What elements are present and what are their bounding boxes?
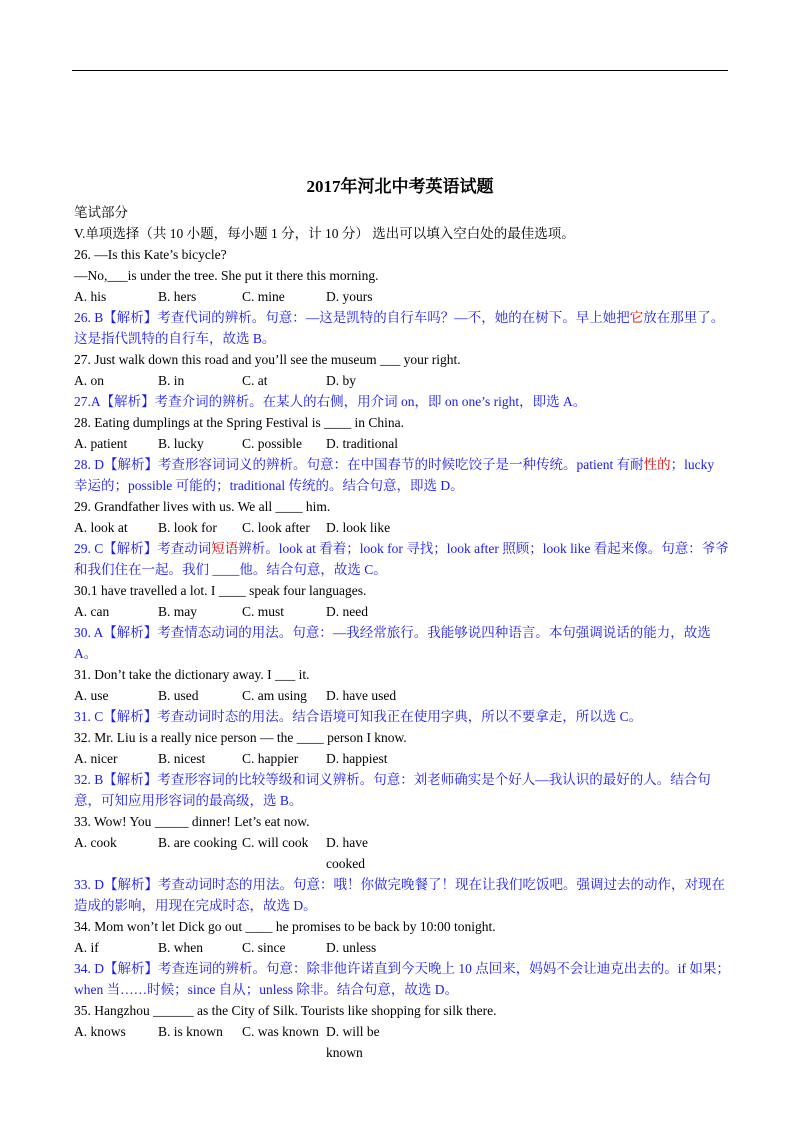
option-b: B. are cooking	[158, 835, 238, 850]
question-stem: 30.1 have travelled a lot. I ____ speak four languages.	[74, 583, 367, 598]
answer-options	[74, 832, 730, 874]
option-a: A. knows	[74, 1024, 126, 1039]
explanation-text: 31. C【解析】考查动词时态的用法。结合语境可知我正在使用字典，所以不要拿走，所以选 C。	[74, 709, 643, 724]
answer-explanation	[74, 391, 730, 412]
option-c: C. was known	[242, 1024, 319, 1039]
option-d: D. will be known	[326, 1024, 380, 1060]
answer-options	[74, 370, 730, 391]
option-b: B. in	[158, 373, 185, 388]
option-b: B. when	[158, 940, 203, 955]
question-stem: 27. Just walk down this road and you’ll see the museum ___ your right.	[74, 352, 461, 367]
option-a: A. cook	[74, 835, 117, 850]
option-d: D. have cooked	[326, 835, 368, 871]
answer-explanation	[74, 454, 730, 496]
answer-options	[74, 601, 730, 622]
answer-options	[74, 433, 730, 454]
option-b: B. look for	[158, 520, 217, 535]
instruction-text: V.单项选择（共 10 小题，每小题 1 分，计 10 分） 选出可以填入空白处的最佳选项。	[74, 226, 575, 241]
option-d: D. have used	[326, 688, 397, 703]
question-stem: —No,___is under the tree. She put it there this morning.	[74, 268, 379, 283]
explanation-text: 30. A【解析】考查情态动词的用法。句意：—我经常旅行。我能够说四种语言。本句强调说话的能力，故选 A。	[74, 625, 711, 661]
highlighted-text: 性的	[643, 457, 671, 472]
option-d: D. look like	[326, 520, 391, 535]
answer-explanation	[74, 874, 730, 916]
explanation-text: 27.A【解析】考查介词的辨析。在某人的右侧，用介词 on，即 on one’s right，即选 A。	[74, 394, 587, 409]
document-body	[74, 202, 730, 1063]
question-block	[74, 1000, 730, 1063]
explanation-text: 34. D【解析】考查连词的辨析。句意：除非他许诺直到今天晚上 10 点回来，妈妈不会让迪克出去的。if 如果；when 当……时候；since 自从；unless 除非。结合句意，故选 D。	[74, 961, 730, 997]
option-d: D. yours	[326, 289, 373, 304]
explanation-text: 放在那里了。这是指代凯特的自行车，故选 B。	[74, 310, 725, 346]
question-block	[74, 727, 730, 811]
option-b: B. may	[158, 604, 197, 619]
question-stem: 28. Eating dumplings at the Spring Festival is ____ in China.	[74, 415, 404, 430]
option-b: B. is known	[158, 1024, 223, 1039]
question-stem: 26. —Is this Kate’s bicycle?	[74, 247, 227, 262]
explanation-text: 26. B【解析】考查代词的辨析。句意：—这是凯特的自行车吗？—不，她的在树下。早上她把	[74, 310, 630, 325]
question-block	[74, 580, 730, 664]
question-block	[74, 244, 730, 349]
option-b: B. hers	[158, 289, 197, 304]
answer-explanation	[74, 538, 730, 580]
option-d: D. unless	[326, 940, 377, 955]
option-c: C. will cook	[242, 835, 309, 850]
option-c: C. mine	[242, 289, 285, 304]
question-stem: 33. Wow! You _____ dinner! Let’s eat now.	[74, 814, 310, 829]
question-stem: 31. Don’t take the dictionary away. I ___ it.	[74, 667, 310, 682]
explanation-text: 28. D【解析】考查形容词词义的辨析。句意：在中国春节的时候吃饺子是一种传统。patient 有耐	[74, 457, 644, 472]
option-b: B. lucky	[158, 436, 204, 451]
answer-options	[74, 286, 730, 307]
question-block	[74, 496, 730, 580]
question-block	[74, 916, 730, 1000]
option-a: A. can	[74, 604, 110, 619]
option-c: C. possible	[242, 436, 303, 451]
option-b: B. used	[158, 688, 199, 703]
answer-options	[74, 1021, 730, 1063]
option-a: A. use	[74, 688, 109, 703]
option-d: D. by	[326, 373, 356, 388]
answer-explanation	[74, 622, 730, 664]
question-stem: 35. Hangzhou ______ as the City of Silk. Tourists like shopping for silk there.	[74, 1003, 497, 1018]
option-a: A. look at	[74, 520, 128, 535]
question-stem: 34. Mom won’t let Dick go out ____ he promises to be back by 10:00 tonight.	[74, 919, 496, 934]
highlighted-text: 短语	[211, 541, 239, 556]
option-a: A. on	[74, 373, 104, 388]
question-block	[74, 412, 730, 496]
highlighted-text: 它	[629, 310, 644, 325]
option-d: D. traditional	[326, 436, 398, 451]
question-list	[74, 244, 730, 1063]
explanation-text: 32. B【解析】考查形容词的比较等级和词义辨析。句意：刘老师确实是个好人—我认识的最好的人。结合句意，可知应用形容词的最高级，选 B。	[74, 772, 711, 808]
answer-options	[74, 517, 730, 538]
option-b: B. nicest	[158, 751, 206, 766]
option-c: C. at	[242, 373, 268, 388]
option-c: C. since	[242, 940, 286, 955]
option-d: D. need	[326, 604, 368, 619]
option-a: A. nicer	[74, 751, 118, 766]
option-a: A. if	[74, 940, 99, 955]
question-stem: 32. Mr. Liu is a really nice person — the ____ person I know.	[74, 730, 407, 745]
answer-options	[74, 748, 730, 769]
question-block	[74, 349, 730, 412]
option-c: C. look after	[242, 520, 310, 535]
option-c: C. must	[242, 604, 285, 619]
explanation-text: 29. C【解析】考查动词	[74, 541, 212, 556]
explanation-text: 辨析。look at 看着；look for 寻找；look after 照顾；look like 看起来像。句意：爷爷和我们住在一起。我们 ____他。结合句意，故选 C。	[74, 541, 729, 577]
option-c: C. am using	[242, 688, 307, 703]
answer-explanation	[74, 307, 730, 349]
header-rule	[72, 70, 728, 71]
answer-options	[74, 685, 730, 706]
question-stem: 29. Grandfather lives with us. We all ____ him.	[74, 499, 331, 514]
option-a: A. his	[74, 289, 107, 304]
section-heading: 笔试部分	[74, 205, 128, 220]
answer-explanation	[74, 958, 730, 1000]
explanation-text: ；lucky 幸运的；possible 可能的；traditional 传统的。结合句意，即选 D。	[74, 457, 715, 493]
option-c: C. happier	[242, 751, 299, 766]
option-a: A. patient	[74, 436, 128, 451]
question-block	[74, 664, 730, 727]
answer-explanation	[74, 769, 730, 811]
answer-options	[74, 937, 730, 958]
page-title: 2017年河北中考英语试题	[306, 177, 494, 196]
explanation-text: 33. D【解析】考查动词时态的用法。句意：哦！你做完晚餐了！现在让我们吃饭吧。强调过去的动作，对现在造成的影响，用现在完成时态，故选 D。	[74, 877, 725, 913]
option-d: D. happiest	[326, 751, 388, 766]
answer-explanation	[74, 706, 730, 727]
question-block	[74, 811, 730, 916]
